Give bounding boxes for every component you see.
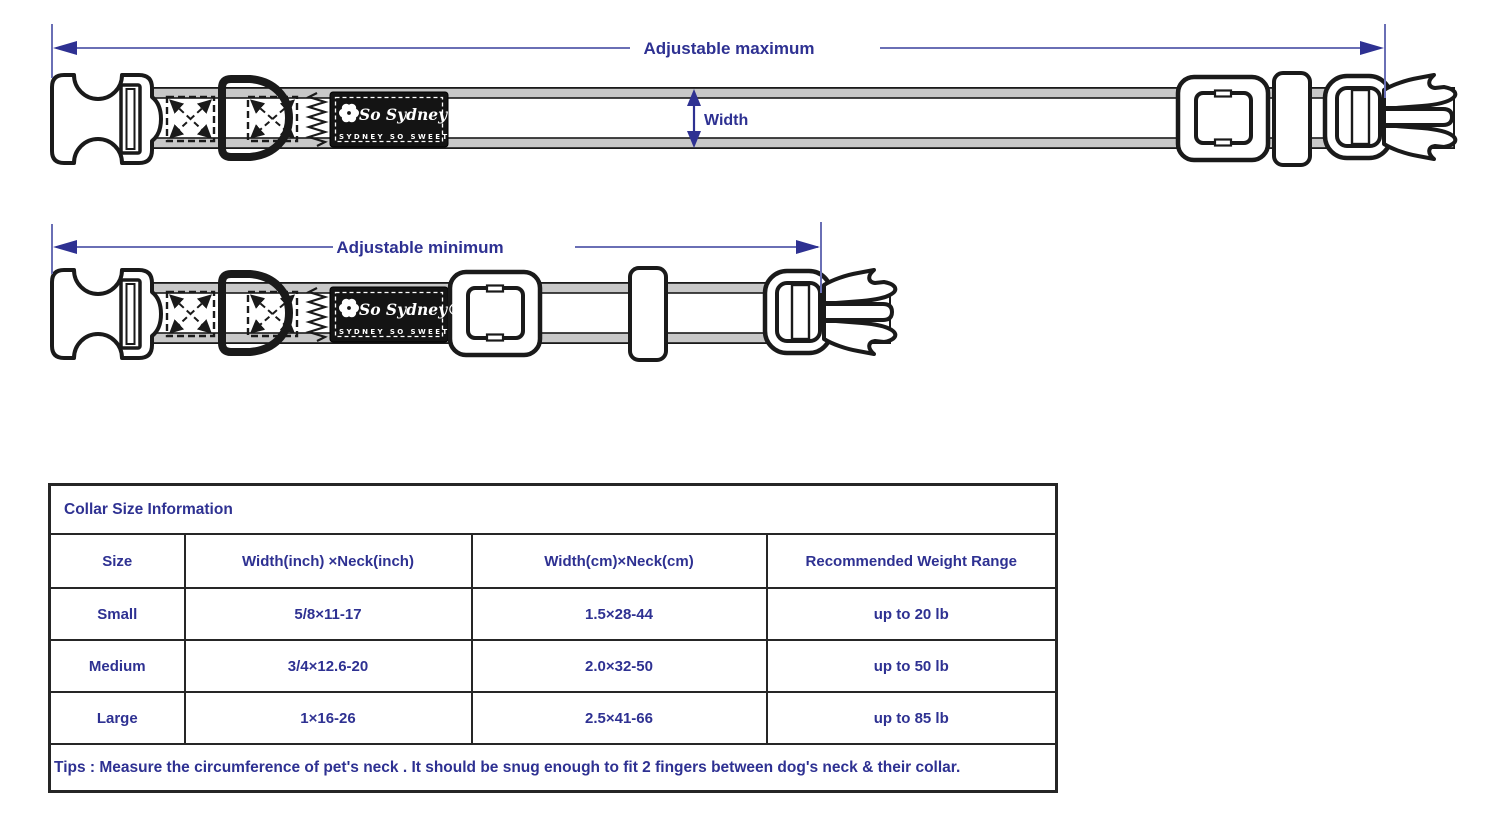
brand-label-name: So Sydney®	[359, 105, 463, 124]
table-row	[50, 640, 1057, 692]
cell-cm: 1.5×28-44	[472, 588, 767, 640]
arrowhead-right-icon	[1360, 41, 1384, 55]
cell-inch: 5/8×11-17	[185, 588, 472, 640]
cell-inch: 1×16-26	[185, 692, 472, 744]
male-buckle	[1325, 75, 1455, 159]
table-title-row	[50, 485, 1057, 535]
triglide-slider	[450, 272, 540, 355]
keeper-loop	[630, 268, 666, 360]
collar-min-drawing	[52, 268, 895, 360]
triglide-slider	[1178, 77, 1268, 160]
min-dimension-label: Adjustable minimum	[336, 238, 504, 257]
cell-cm: 2.0×32-50	[472, 640, 767, 692]
keeper-loop	[1274, 73, 1310, 165]
brand-label-name: So Sydney®	[359, 300, 463, 319]
arrowhead-left-icon	[53, 240, 77, 254]
arrowhead-right-icon	[796, 240, 820, 254]
tips-text: Tips : Measure the circumference of pet's neck . It should be snug enough to fit 2 fingers between dog's neck & their collar.	[50, 744, 1057, 792]
brand-label-tagline: SYDNEY SO SWEET	[339, 328, 450, 336]
cell-weight: up to 20 lb	[767, 588, 1057, 640]
cell-weight: up to 85 lb	[767, 692, 1057, 744]
cell-cm: 2.5×41-66	[472, 692, 767, 744]
collar-max-drawing	[52, 73, 1455, 165]
col-header-weight: Recommended Weight Range	[767, 534, 1057, 588]
table-row	[50, 692, 1057, 744]
brand-label-tagline: SYDNEY SO SWEET	[339, 133, 450, 141]
table-tips-row	[50, 744, 1057, 792]
col-header-inch: Width(inch) ×Neck(inch)	[185, 534, 472, 588]
cell-inch: 3/4×12.6-20	[185, 640, 472, 692]
male-buckle	[765, 270, 895, 354]
cell-weight: up to 50 lb	[767, 640, 1057, 692]
col-header-cm: Width(cm)×Neck(cm)	[472, 534, 767, 588]
max-dimension-label: Adjustable maximum	[643, 39, 815, 58]
cell-size: Small	[50, 588, 185, 640]
cell-size: Large	[50, 692, 185, 744]
table-title: Collar Size Information	[50, 485, 1057, 535]
width-label: Width	[704, 112, 749, 129]
cell-size: Medium	[50, 640, 185, 692]
collar-size-table	[48, 483, 1058, 793]
arrowhead-left-icon	[53, 41, 77, 55]
table-row	[50, 588, 1057, 640]
col-header-size: Size	[50, 534, 185, 588]
table-header-row	[50, 534, 1057, 588]
